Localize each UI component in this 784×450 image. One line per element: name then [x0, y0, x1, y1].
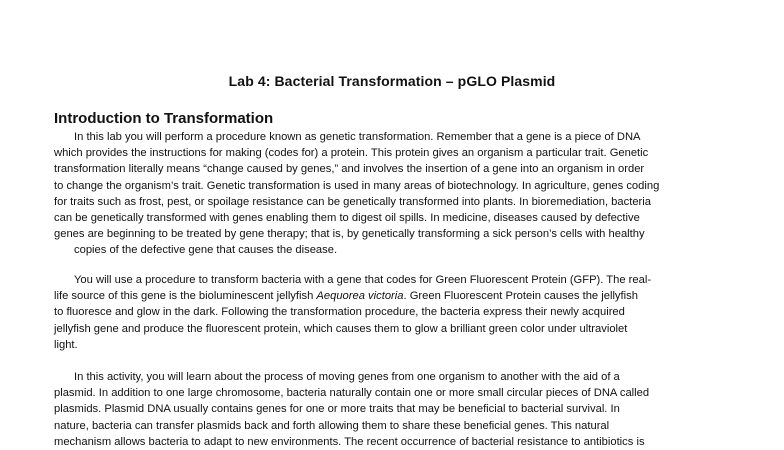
text-line	[54, 304, 734, 320]
text-line	[54, 145, 734, 161]
line-text: which provides the instructions for making (codes for) a protein. This protein gives an organism a particular trait. Genetic	[54, 147, 649, 160]
text-line	[54, 242, 734, 258]
text-line	[54, 161, 734, 177]
line-text: can be genetically transformed with genes enabling them to digest oil spills. In medicine, diseases caused by defective	[54, 212, 640, 225]
text-line	[54, 129, 734, 145]
text-line	[54, 210, 734, 226]
section-heading: Introduction to Transformation	[54, 110, 274, 127]
line-text: life source of this gene is the bioluminescent jellyfish	[54, 290, 317, 303]
text-line	[54, 385, 734, 401]
text-line	[54, 369, 734, 385]
line-text: mechanism allows bacteria to adapt to new environments. The recent occurrence of bacterial resistance to antibiotics is	[54, 435, 645, 448]
line-text: transformation literally means “change caused by genes,” and involves the insertion of a gene into an organism in order	[54, 163, 645, 176]
text-line	[54, 226, 734, 242]
text-line	[54, 337, 734, 353]
line-text: to fluoresce and glow in the dark. Following the transformation procedure, the bacteria express their newly acquired	[54, 306, 625, 319]
paragraph-2	[54, 272, 734, 353]
text-line	[54, 401, 734, 417]
line-text-after: . Green Fluorescent Protein causes the jellyfish	[403, 290, 638, 303]
species-name: Aequorea victoria	[316, 290, 404, 303]
line-text: nature, bacteria can transfer plasmids back and forth allowing them to share these beneficial genes. This natural	[54, 419, 610, 432]
text-line	[54, 288, 734, 304]
line-text: You will use a procedure to transform bacteria with a gene that codes for Green Fluorescent Protein (GFP). The real-	[74, 274, 652, 286]
line-text: In this lab you will perform a procedure known as genetic transformation. Remember that a gene is a piece of DNA	[74, 131, 641, 143]
line-text: copies of the defective gene that causes the disease.	[74, 244, 338, 257]
paragraph-1	[54, 129, 734, 259]
line-text: light.	[54, 338, 78, 351]
line-text: genes are beginning to be treated by gene therapy; that is, by genetically transforming a sick person’s cells with healthy	[54, 228, 645, 241]
text-line	[54, 321, 734, 337]
document-title: Lab 4: Bacterial Transformation – pGLO Plasmid	[228, 73, 556, 89]
line-text: for traits such as frost, pest, or spoilage resistance can be genetically transformed into plants. In bioremediation, bacteria	[54, 195, 651, 208]
line-text: plasmids. Plasmid DNA usually contains genes for one or more traits that may be beneficial to bacterial survival. In	[54, 403, 620, 416]
text-line	[54, 418, 734, 434]
line-text: to change the organism’s trait. Genetic transformation is used in many areas of biotechnology. In agriculture, genes coding	[54, 179, 660, 192]
line-text: plasmid. In addition to one large chromosome, bacteria naturally contain one or more small circular pieces of DNA called	[54, 387, 650, 400]
text-line	[54, 272, 734, 288]
text-line	[54, 434, 734, 450]
paragraph-3	[54, 369, 734, 450]
text-line	[54, 178, 734, 194]
line-text: In this activity, you will learn about the process of moving genes from one organism to another with the aid of a	[74, 371, 620, 383]
text-line	[54, 194, 734, 210]
line-text: jellyfish gene and produce the fluorescent protein, which causes them to glow a brilliant green color under ultraviolet	[54, 322, 628, 335]
